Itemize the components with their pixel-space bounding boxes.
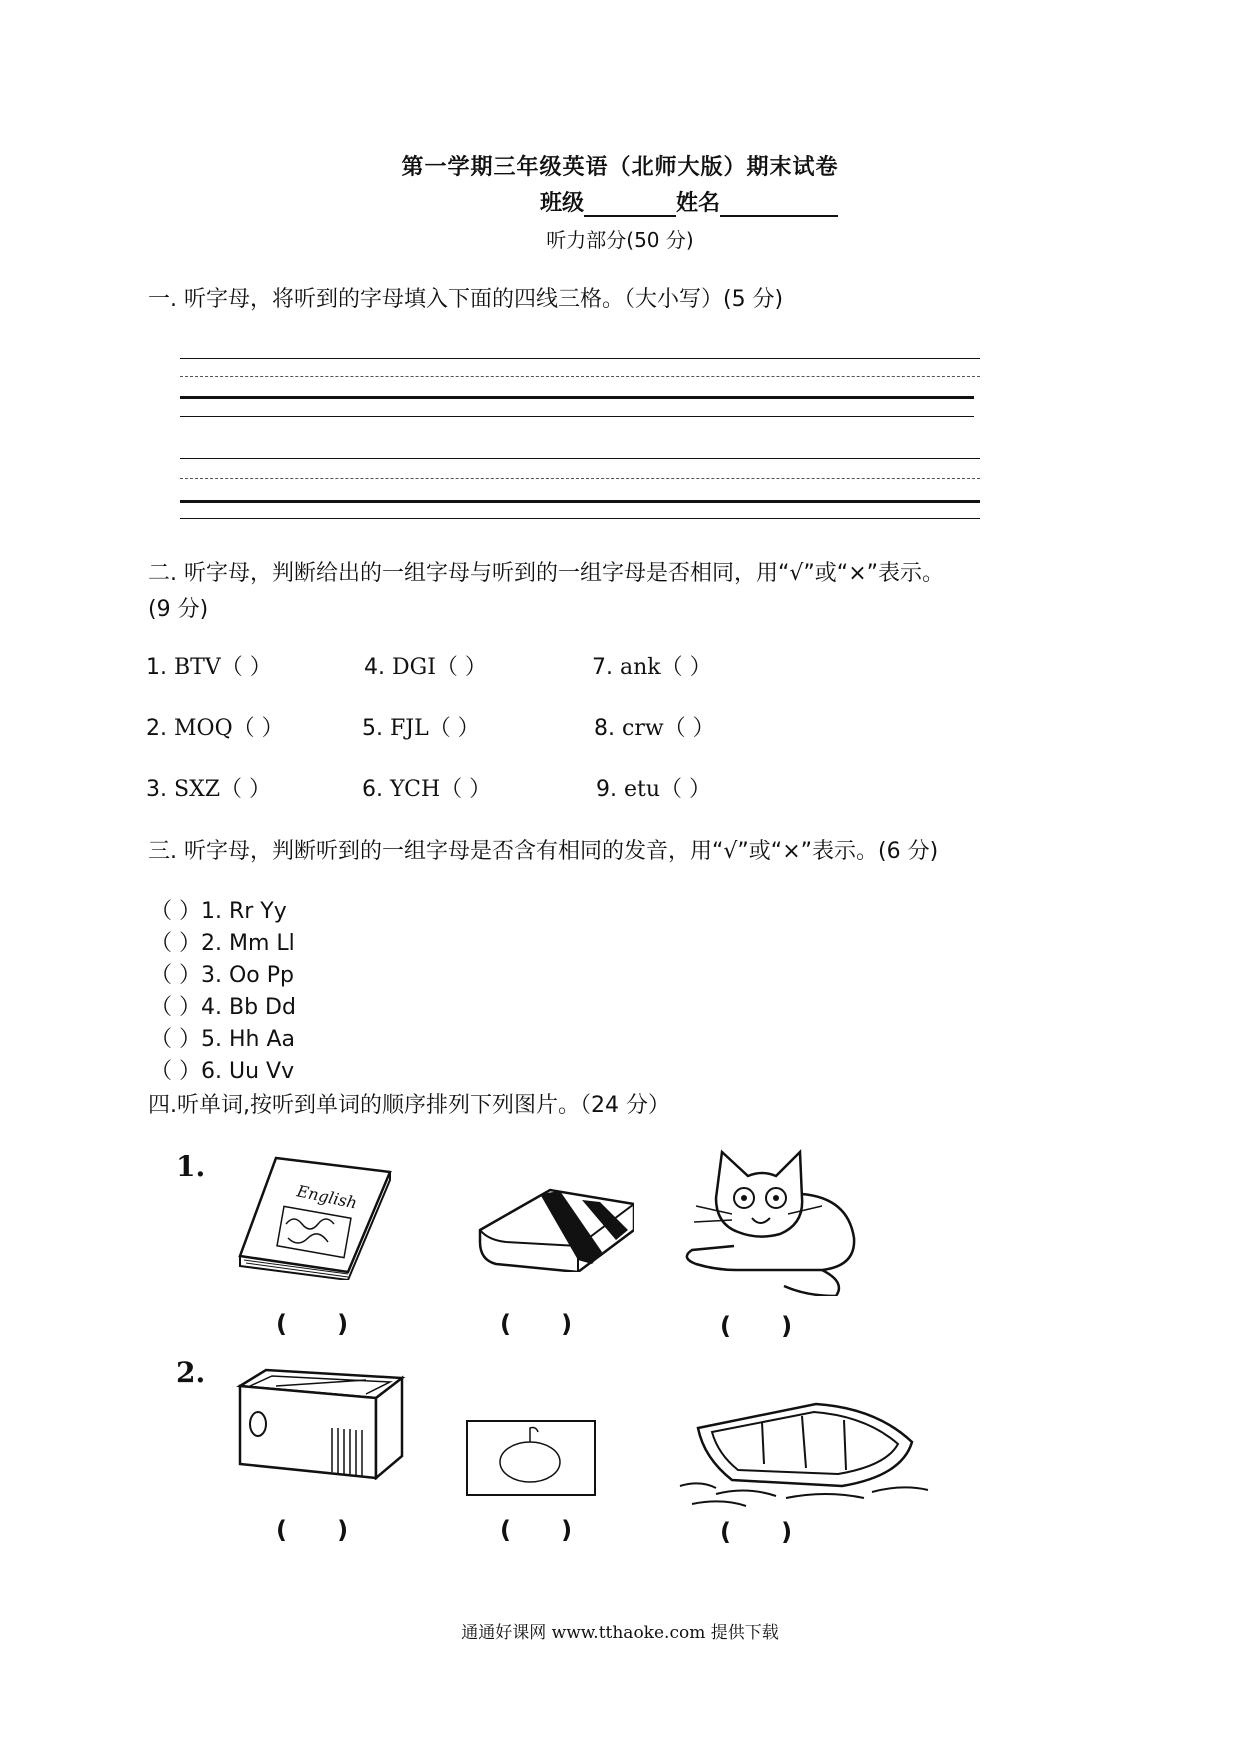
q2-item-9[interactable]: 9. etu（ ）	[596, 777, 712, 802]
q2-item-8[interactable]: 8. crw（ ）	[594, 716, 715, 741]
class-label: 班级	[540, 190, 585, 216]
answer-paren-row1-2[interactable]: ( )	[500, 1310, 573, 1338]
q3-item-1[interactable]: （ ）1. Rr Yy	[150, 899, 287, 924]
answer-paren-row1-3[interactable]: ( )	[720, 1312, 793, 1340]
q2-item-6[interactable]: 6. YCH（ ）	[362, 777, 492, 802]
picture-row-1-number: 1.	[176, 1150, 206, 1183]
q2-item-7[interactable]: 7. ank（ ）	[592, 655, 712, 680]
egg-icon	[466, 1420, 596, 1496]
q2-item-4[interactable]: 4. DGI（ ）	[364, 655, 487, 680]
q3-item-6[interactable]: （ ）6. Uu Vv	[150, 1059, 295, 1084]
svg-text:English: English	[295, 1181, 359, 1213]
answer-paren-row2-2[interactable]: ( )	[500, 1516, 573, 1544]
four-line-grid-2[interactable]	[180, 456, 980, 534]
picture-row-2-number: 2.	[176, 1356, 206, 1389]
class-blank[interactable]	[584, 193, 676, 217]
answer-paren-row1-1[interactable]: ( )	[276, 1310, 349, 1338]
q3-item-4[interactable]: （ ）4. Bb Dd	[150, 995, 296, 1020]
pencil-box-icon	[236, 1368, 406, 1480]
q2-item-3[interactable]: 3. SXZ（ ）	[146, 777, 272, 802]
eraser-icon	[478, 1180, 634, 1272]
name-blank[interactable]	[720, 193, 838, 217]
q3-item-5[interactable]: （ ）5. Hh Aa	[150, 1027, 295, 1052]
section1-heading: 一. 听字母，将听到的字母填入下面的四线三格。（大小写）(5 分)	[148, 287, 784, 312]
class-name-line	[540, 186, 838, 217]
answer-paren-row2-3[interactable]: ( )	[720, 1518, 793, 1546]
four-line-grid-1[interactable]	[180, 354, 980, 432]
section2-heading: 二. 听字母，判断给出的一组字母与听到的一组字母是否相同，用“√”或“×”表示。	[148, 561, 945, 586]
answer-paren-row2-1[interactable]: ( )	[276, 1516, 349, 1544]
q3-item-2[interactable]: （ ）2. Mm Ll	[150, 931, 295, 956]
section4-heading: 四.听单词,按听到单词的顺序排列下列图片。（24 分）	[148, 1093, 670, 1118]
section2-heading-score: (9 分)	[148, 597, 209, 622]
exam-title: 第一学期三年级英语（北师大版）期末试卷	[401, 154, 839, 180]
footer-download-note: 通通好课网 www.tthaoke.com 提供下载	[461, 1623, 779, 1643]
section-subtitle: 听力部分(50 分)	[546, 228, 694, 252]
q3-item-3[interactable]: （ ）3. Oo Pp	[150, 963, 294, 988]
boat-icon	[676, 1400, 932, 1516]
q2-item-5[interactable]: 5. FJL（ ）	[362, 716, 480, 741]
cat-icon	[676, 1146, 866, 1296]
section3-heading: 三. 听字母，判断听到的一组字母是否含有相同的发音，用“√”或“×”表示。(6 分)	[148, 839, 939, 864]
q2-item-1[interactable]: 1. BTV（ ）	[146, 655, 272, 680]
name-label: 姓名	[676, 190, 721, 216]
q2-item-2[interactable]: 2. MOQ（ ）	[146, 716, 284, 741]
english-book-icon	[236, 1152, 396, 1280]
